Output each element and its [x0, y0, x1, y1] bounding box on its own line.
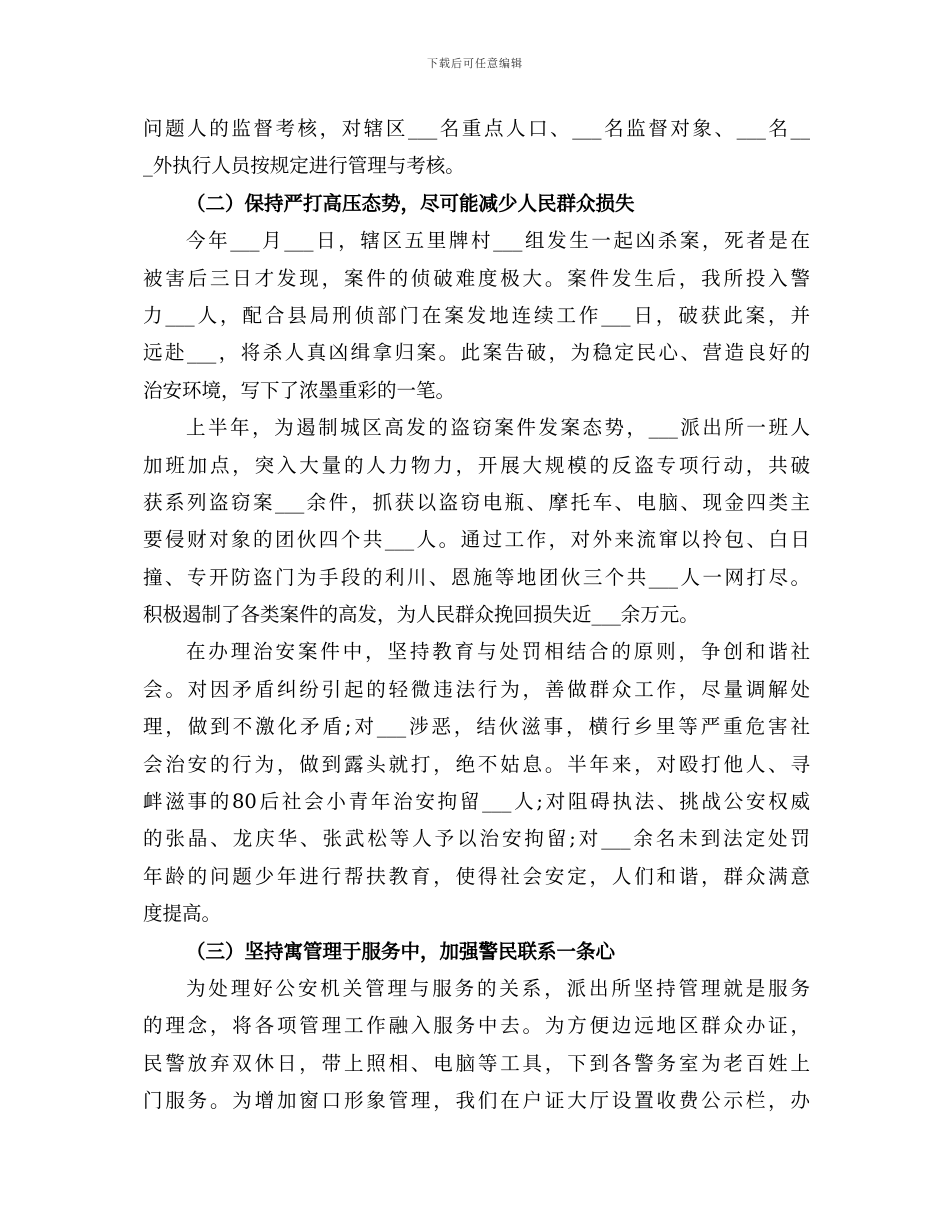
paragraph-line: 为处理好公安机关管理与服务的关系，派出所坚持管理就是服务: [186, 976, 810, 1000]
section-heading: （二）保持严打高压态势，尽可能减少人民群众损失: [186, 191, 635, 215]
paragraph-line: 问题人的监督考核，对辖区___名重点人口、___名监督对象、___名__: [143, 117, 810, 140]
paragraph-line: 的理念，将各项管理工作融入服务中去。为方便边远地区群众办证，: [143, 1014, 810, 1038]
paragraph-line: 民警放弃双休日，带上照相、电脑等工具，下到各警务室为老百姓上: [143, 1051, 810, 1075]
document-body: [143, 110, 810, 1120]
paragraph-line: 会治安的行为，做到露头就打，绝不姑息。半年来，对殴打他人、寻: [143, 752, 810, 776]
paragraph-line: 上半年，为遏制城区高发的盗窃案件发案态势，___派出所一班人: [186, 416, 810, 440]
paragraph-line: 的张晶、龙庆华、张武松等人予以治安拘留;对___余名未到法定处罚: [143, 827, 810, 851]
page-header: 下载后可任意编辑: [427, 57, 523, 70]
paragraph-line: 力___人，配合县局刑侦部门在案发地连续工作___日，破获此案，并: [143, 303, 810, 327]
paragraph-line: 远赴___，将杀人真凶缉拿归案。此案告破，为稳定民心、营造良好的: [143, 341, 810, 365]
paragraph-line: 度提高。: [143, 902, 222, 926]
paragraph-line: 治安环境，写下了浓墨重彩的一笔。: [143, 378, 456, 402]
paragraph-line: 积极遏制了各类案件的高发，为人民群众挽回损失近___余万元。: [143, 603, 699, 627]
paragraph-line: 被害后三日才发现，案件的侦破难度极大。案件发生后，我所投入警: [143, 266, 810, 290]
paragraph-line: 理，做到不激化矛盾;对___涉恶，结伙滋事，横行乡里等严重危害社: [143, 715, 810, 739]
paragraph-line: 门服务。为增加窗口形象管理，我们在户证大厅设置收费公示栏，办: [143, 1089, 810, 1113]
paragraph-line: 年龄的问题少年进行帮扶教育，使得社会安定，人们和谐，群众满意: [143, 864, 810, 888]
paragraph-line: 加班加点，突入大量的人力物力，开展大规模的反盗专项行动，共破: [143, 453, 810, 477]
paragraph-line: 要侵财对象的团伙四个共___人。通过工作，对外来流窜以拎包、白日: [143, 528, 810, 552]
paragraph-line: _外执行人员按规定进行管理与考核。: [143, 154, 465, 178]
paragraph-line: 获系列盗窃案___余件，抓获以盗窃电瓶、摩托车、电脑、现金四类主: [143, 490, 810, 514]
paragraph-line: 衅滋事的80后社会小青年治安拘留___人;对阻碍执法、挑战公安权威: [143, 790, 810, 814]
paragraph-line: 撞、专开防盗门为手段的利川、恩施等地团伙三个共___人一网打尽。: [143, 565, 810, 589]
paragraph-line: 会。对因矛盾纠纷引起的轻微违法行为，善做群众工作，尽量调解处: [143, 677, 810, 701]
paragraph-line: 在办理治安案件中，坚持教育与处罚相结合的原则，争创和谐社: [186, 640, 810, 664]
paragraph-line: 今年___月___日，辖区五里牌村___组发生一起凶杀案，死者是在: [186, 229, 810, 253]
section-heading: （三）坚持寓管理于服务中，加强警民联系一条心: [186, 939, 616, 963]
